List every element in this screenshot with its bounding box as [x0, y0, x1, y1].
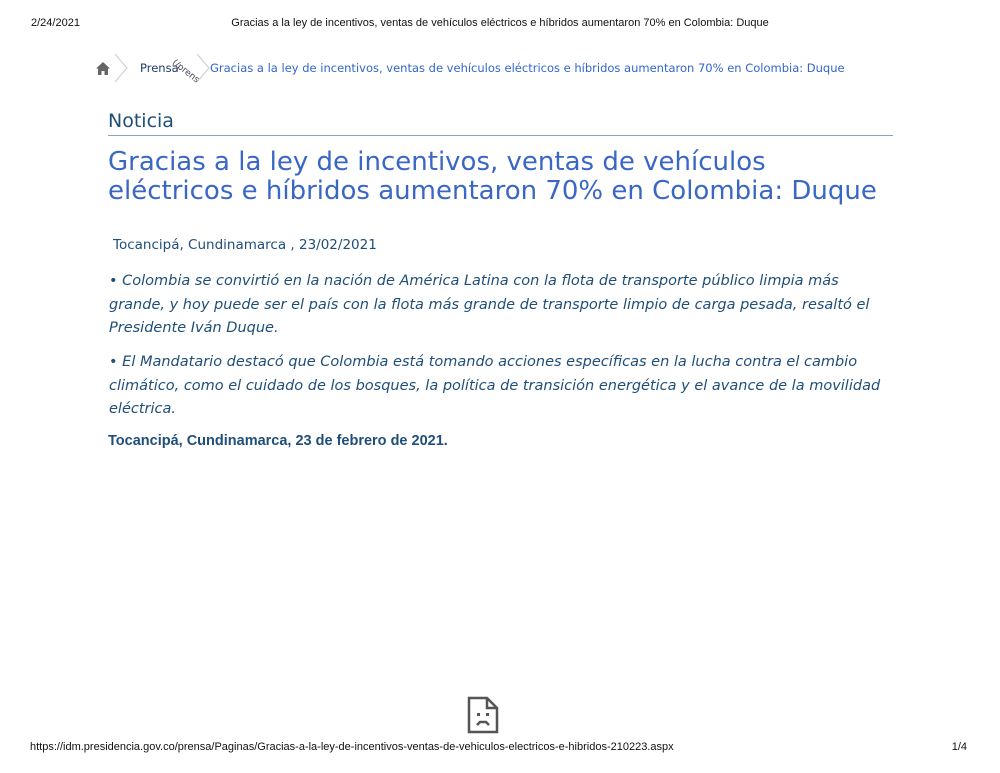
print-header	[0, 17, 1000, 31]
summary-bullet: • Colombia se convirtió en la nación de América Latina con la flota de transporte público limpia más grande, y hoy puede ser el país con la flota más grande de transporte limpio de carga pesada, resaltó el Presidente Iván Duque.	[109, 273, 870, 336]
print-url: https://idm.presidencia.gov.co/prensa/Paginas/Gracias-a-la-ley-de-incentivos-ventas-de-vehiculos-electricos-e-hibridos-210223.aspx	[30, 741, 674, 753]
chevron-right-icon	[114, 53, 128, 83]
article-dateline: Tocancipá, Cundinamarca , 23/02/2021	[113, 237, 377, 253]
breadcrumb-item-prensa[interactable]: Prensa	[140, 61, 179, 75]
summary-bullet: • El Mandatario destacó que Colombia está tomando acciones específicas en la lucha contra el cambio climático, como el cuidado de los bosques, la política de transición energética y el avance de la movilidad eléctrica.	[109, 354, 881, 417]
article-lead: Tocancipá, Cundinamarca, 23 de febrero de 2021.	[108, 433, 448, 449]
breadcrumb-item-current[interactable]: Gracias a la ley de incentivos, ventas de vehículos eléctricos e híbridos aumentaron 70% en Colombia: Duque	[210, 61, 845, 75]
page-number: 1/4	[951, 741, 967, 753]
home-icon[interactable]	[95, 61, 111, 76]
print-title: Gracias a la ley de incentivos, ventas de vehículos eléctricos e híbridos aumentaron 70% en Colombia: Duque	[231, 17, 769, 29]
breadcrumb	[92, 52, 892, 84]
article-headline: Gracias a la ley de incentivos, ventas de vehículos eléctricos e híbridos aumentaron 70% en Colombia: Duque	[108, 147, 877, 206]
section-label: Noticia	[108, 110, 174, 132]
print-date: 2/24/2021	[31, 17, 80, 29]
section-divider	[108, 135, 893, 136]
broken-document-icon	[467, 696, 499, 734]
chevron-right-icon	[196, 53, 210, 83]
breadcrumb-overlay-text: (/prens	[169, 58, 201, 86]
